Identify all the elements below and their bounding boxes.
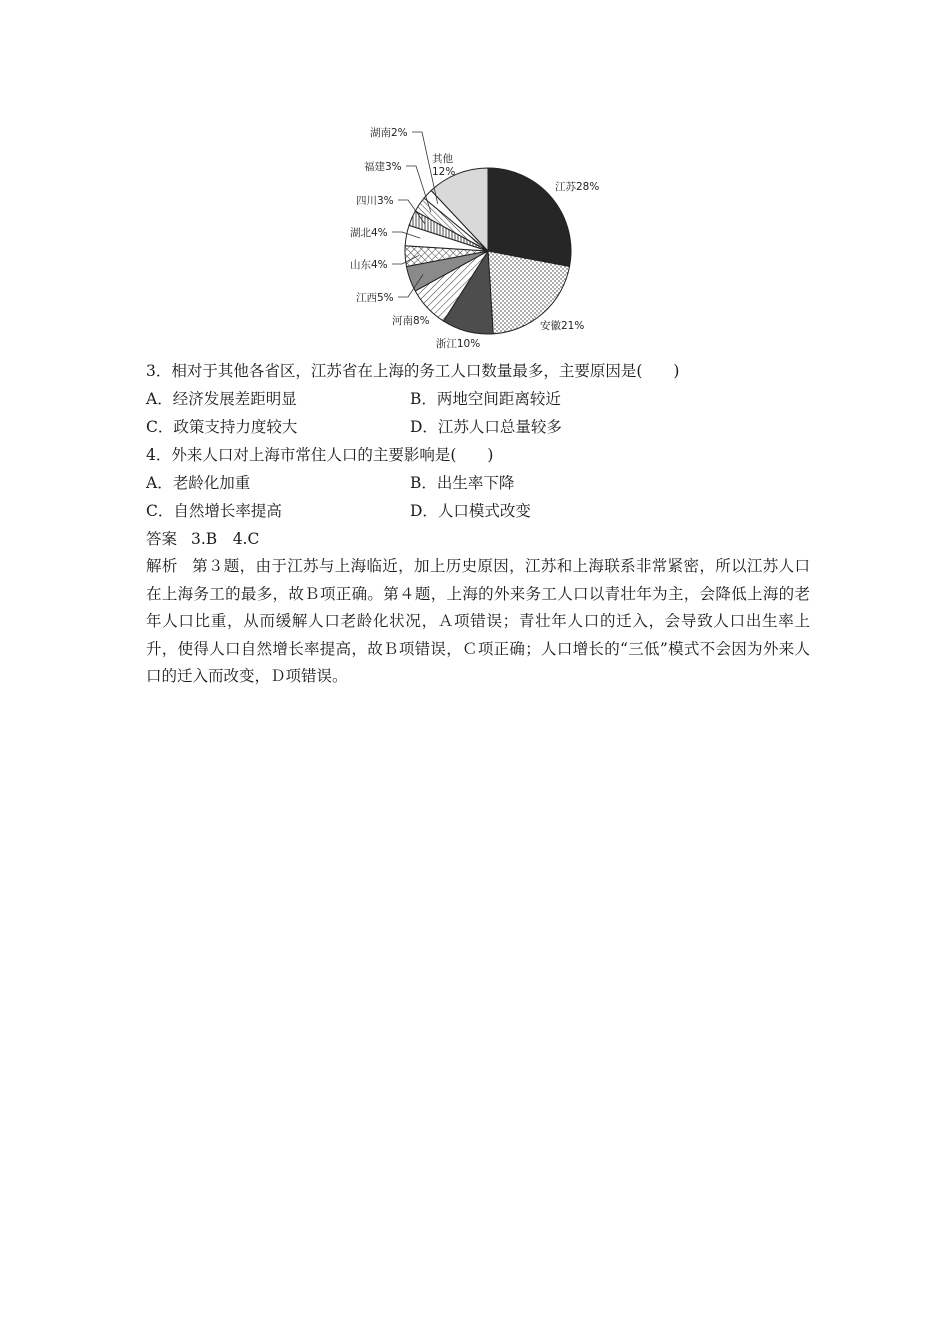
pie-label-10: 其他 12% [432, 153, 456, 178]
analysis-paragraph [146, 553, 810, 691]
q3-option-d: D．江苏人口总量较多 [410, 418, 562, 436]
pie-label-2: 浙江10% [435, 338, 481, 350]
question-3-options-row-2 [146, 413, 810, 441]
question-3-options-row-1 [146, 385, 810, 413]
q4-option-d: D．人口模式改变 [410, 502, 531, 520]
pie-label-7: 四川3% [356, 195, 394, 207]
pie-label-1: 安徽21% [540, 320, 585, 332]
pie-label-6: 湖北4% [350, 227, 388, 239]
q3-option-a: A．经济发展差距明显 [146, 390, 297, 408]
pie-chart-svg [340, 118, 610, 358]
answer-line [146, 525, 810, 553]
q4-option-c: C．自然增长率提高 [146, 502, 282, 520]
question-3-stem: 3．相对于其他各省区，江苏省在上海的务工人口数量最多，主要原因是( ) [146, 362, 680, 380]
answer-text: 3.B 4.C [191, 530, 260, 548]
question-4-stem: 4．外来人口对上海市常住人口的主要影响是( ) [146, 446, 494, 464]
pie-chart [340, 118, 610, 358]
q3-option-c: C．政策支持力度较大 [146, 418, 298, 436]
question-content [146, 357, 810, 691]
q4-option-a: A．老龄化加重 [146, 474, 251, 492]
analysis-label: 解析 [146, 557, 178, 575]
pie-label-5: 山东4% [350, 259, 388, 271]
answer-label: 答案 [146, 530, 178, 548]
question-4-options-row-1 [146, 469, 810, 497]
q3-option-b: B．两地空间距离较近 [410, 390, 561, 408]
pie-label-3: 河南8% [392, 315, 430, 327]
analysis-text: 第３题，由于江苏与上海临近，加上历史原因，江苏和上海联系非常紧密，所以江苏人口在上海务工的最多，故Ｂ项正确。第４题，上海的外来务工人口以青壮年为主，会降低上海的老年人口比重，从而缓解人口老龄化状况，Ａ项错误；青壮年人口的迁入，会导致人口出生率上升，使得人口自然增长率提高，故Ｂ项错误，Ｃ项正确；人口增长的“三低”模式不会因为外来人口的迁入而改变，Ｄ项错误。 [146, 557, 810, 685]
pie-label-4: 江西5% [356, 292, 394, 304]
pie-label-8: 福建3% [364, 161, 402, 173]
q4-option-b: B．出生率下降 [410, 474, 515, 492]
question-4-options-row-2 [146, 497, 810, 525]
pie-label-9: 湖南2% [370, 127, 408, 139]
pie-label-0: 江苏28% [555, 181, 600, 193]
